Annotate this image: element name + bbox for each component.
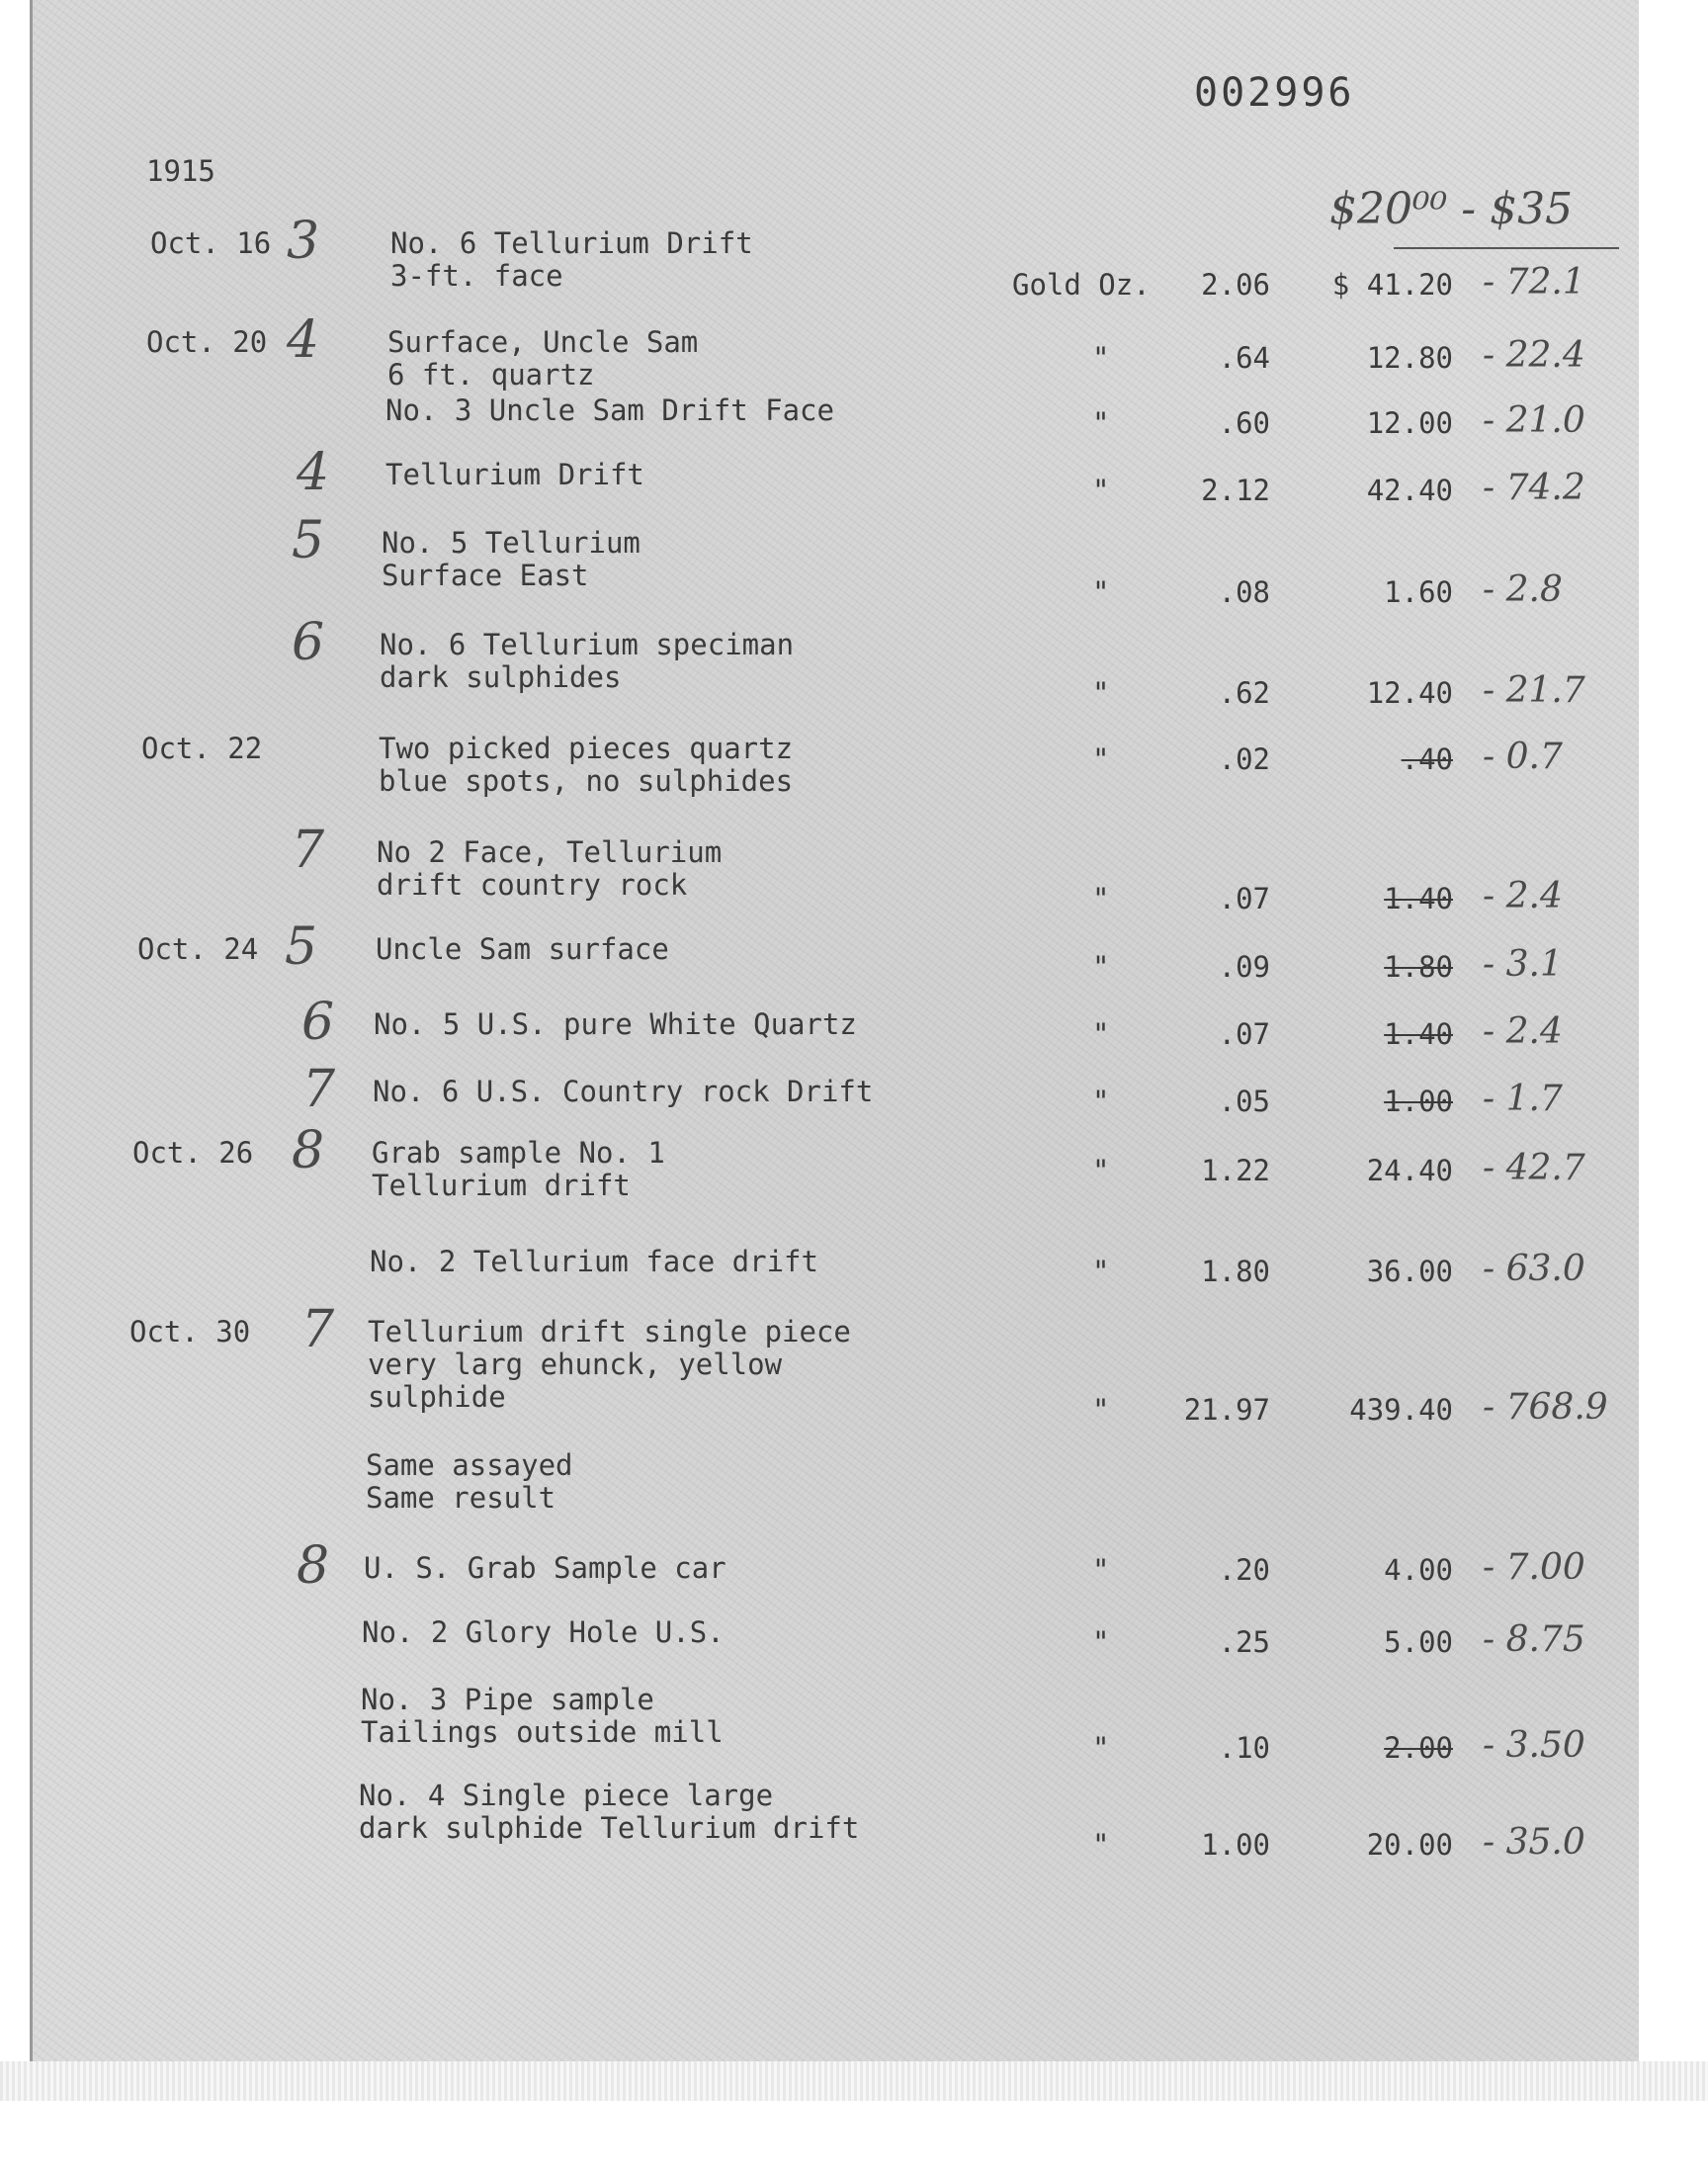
revalued-amount: - 3.50 [1483, 1725, 1585, 1766]
ditto-mark: " [1092, 474, 1110, 507]
entry-description: No. 4 Single piece large [359, 1779, 774, 1812]
dollar-value: 2.00 [1384, 1731, 1453, 1765]
ditto-mark: " [1092, 1731, 1110, 1765]
revalued-amount: - 35.0 [1483, 1822, 1585, 1863]
dollar-value: 12.00 [1366, 406, 1453, 440]
gold-ounces: .09 [1218, 950, 1270, 984]
dollar-value: 24.40 [1366, 1154, 1453, 1187]
revalued-amount: - 8.75 [1483, 1619, 1585, 1660]
gold-ounces: .10 [1218, 1731, 1270, 1765]
entry-sample-number: 7 [302, 1060, 336, 1119]
entry-sample-number: 6 [301, 993, 335, 1052]
header-rule [1394, 247, 1619, 249]
ditto-mark: " [1092, 1017, 1110, 1051]
gold-ounces: .25 [1218, 1625, 1270, 1659]
entry-sample-number: 4 [287, 310, 320, 370]
entry-sample-number: 8 [292, 1121, 325, 1180]
dollar-value: 36.00 [1366, 1255, 1453, 1288]
dollar-value: $ 41.20 [1331, 268, 1453, 302]
entry-date: Oct. 20 [146, 325, 268, 359]
entry-description: Uncle Sam surface [376, 932, 669, 966]
entry-sample-number: 7 [292, 821, 325, 880]
entry-description: Tellurium drift [372, 1169, 631, 1202]
revalued-amount: - 2.8 [1483, 569, 1563, 610]
gold-ounces: 1.22 [1201, 1154, 1270, 1187]
entry-description: No 2 Face, Tellurium [377, 835, 723, 869]
ditto-mark: " [1092, 1393, 1110, 1427]
ditto-mark: " [1092, 1625, 1110, 1659]
revalued-amount: - 21.0 [1483, 400, 1585, 441]
gold-ounces: .05 [1218, 1085, 1270, 1118]
revalued-amount: - 74.2 [1483, 468, 1585, 508]
dollar-value: 1.80 [1384, 950, 1453, 984]
dollar-value: 20.00 [1366, 1828, 1453, 1862]
gold-ounces: .20 [1218, 1553, 1270, 1587]
revalued-amount: - 21.7 [1483, 670, 1585, 711]
dollar-value: 42.40 [1366, 474, 1453, 507]
entry-description: dark sulphide Tellurium drift [359, 1811, 860, 1845]
dollar-value: 1.00 [1384, 1085, 1453, 1118]
gold-ounces: .08 [1218, 575, 1270, 609]
gold-ounces: 1.00 [1201, 1828, 1270, 1862]
entry-date: Oct. 22 [141, 732, 263, 765]
entry-description: dark sulphides [380, 660, 622, 694]
entry-description: No. 2 Tellurium face drift [370, 1245, 818, 1278]
entry-description: U. S. Grab Sample car [364, 1551, 726, 1585]
entry-description: Tellurium Drift [385, 458, 644, 491]
ditto-mark: " [1092, 575, 1110, 609]
ditto-mark: " [1092, 1828, 1110, 1862]
dollar-value: 4.00 [1384, 1553, 1453, 1587]
entry-description: No. 6 Tellurium speciman [380, 628, 795, 661]
gold-ounces: 21.97 [1183, 1393, 1270, 1427]
ditto-mark: " [1092, 1553, 1110, 1587]
document-number: 002996 [1194, 70, 1355, 116]
revalued-amount: - 42.7 [1483, 1148, 1585, 1188]
gold-ounces: .07 [1218, 882, 1270, 915]
entry-sample-number: 5 [292, 511, 325, 570]
ditto-mark: " [1092, 950, 1110, 984]
dollar-value: 439.40 [1349, 1393, 1453, 1427]
entry-description: drift country rock [377, 868, 688, 902]
revalued-amount: - 0.7 [1483, 737, 1563, 777]
ditto-mark: " [1092, 1255, 1110, 1288]
dollar-value: 5.00 [1384, 1625, 1453, 1659]
entry-description: Same result [366, 1481, 556, 1515]
ditto-mark: " [1092, 406, 1110, 440]
entry-description: Surface East [382, 559, 589, 592]
gold-ounces: .62 [1218, 676, 1270, 710]
dollar-value: 12.80 [1366, 341, 1453, 375]
revalued-amount: - 7.00 [1483, 1547, 1585, 1588]
ditto-mark: " [1092, 1085, 1110, 1118]
ditto-mark: " [1092, 882, 1110, 915]
dollar-value: .40 [1401, 742, 1453, 776]
gold-ounces: 2.12 [1201, 474, 1270, 507]
entry-description: No. 2 Glory Hole U.S. [362, 1615, 725, 1649]
entry-description: Surface, Uncle Sam [387, 325, 699, 359]
entry-description: blue spots, no sulphides [379, 764, 794, 798]
entry-date: Oct. 26 [132, 1136, 254, 1170]
revalued-amount: - 63.0 [1483, 1249, 1585, 1289]
entry-description: Two picked pieces quartz [379, 732, 794, 765]
dollar-value: 1.40 [1384, 882, 1453, 915]
entry-description: very larg ehunck, yellow [368, 1348, 783, 1381]
entry-sample-number: 4 [297, 443, 330, 502]
dollar-value: 12.40 [1366, 676, 1453, 710]
revalued-amount: - 2.4 [1483, 876, 1563, 916]
year: 1915 [146, 154, 215, 188]
entry-sample-number: 7 [301, 1300, 335, 1359]
revalued-amount: - 22.4 [1483, 335, 1585, 376]
entry-description: Tailings outside mill [361, 1715, 724, 1749]
entry-sample-number: 6 [292, 613, 325, 672]
entry-description: 3-ft. face [390, 259, 563, 293]
entry-date: Oct. 16 [150, 226, 272, 260]
revalued-amount: - 2.4 [1483, 1011, 1563, 1052]
rate-header: $20⁰⁰ - $35 [1329, 184, 1574, 234]
entry-description: No. 3 Pipe sample [361, 1683, 654, 1716]
ditto-mark: " [1092, 676, 1110, 710]
gold-ounces: 2.06 [1201, 268, 1270, 302]
revalued-amount: - 1.7 [1483, 1079, 1563, 1119]
entry-description: Tellurium drift single piece [368, 1315, 851, 1348]
entry-description: No. 6 Tellurium Drift [390, 226, 753, 260]
gold-ounces: 1.80 [1201, 1255, 1270, 1288]
entry-sample-number: 3 [287, 212, 320, 271]
entry-description: Grab sample No. 1 [372, 1136, 665, 1170]
entry-description: No. 6 U.S. Country rock Drift [373, 1075, 874, 1108]
revalued-amount: - 3.1 [1483, 944, 1563, 985]
entry-date: Oct. 24 [137, 932, 259, 966]
dollar-value: 1.60 [1384, 575, 1453, 609]
dollar-value: 1.40 [1384, 1017, 1453, 1051]
scan-edge [0, 2061, 1708, 2101]
revalued-amount: - 768.9 [1483, 1387, 1608, 1428]
entry-date: Oct. 30 [129, 1315, 251, 1348]
entry-description: Same assayed [366, 1448, 573, 1482]
ditto-mark: " [1092, 1154, 1110, 1187]
entry-description: sulphide [368, 1380, 506, 1414]
entry-sample-number: 8 [297, 1536, 330, 1596]
gold-ounces: .64 [1218, 341, 1270, 375]
revalued-amount: - 72.1 [1483, 262, 1585, 303]
entry-description: No. 3 Uncle Sam Drift Face [385, 393, 834, 427]
entry-sample-number: 5 [285, 917, 318, 977]
entry-description: No. 5 U.S. pure White Quartz [374, 1007, 857, 1041]
entry-description: No. 5 Tellurium [382, 526, 640, 560]
gold-ounces: .07 [1218, 1017, 1270, 1051]
entry-description: 6 ft. quartz [387, 358, 595, 392]
ditto-mark: " [1092, 742, 1110, 776]
ditto-mark: " [1092, 341, 1110, 375]
gold-ounces: .02 [1218, 742, 1270, 776]
unit-label: Gold Oz. [1012, 268, 1151, 302]
gold-ounces: .60 [1218, 406, 1270, 440]
